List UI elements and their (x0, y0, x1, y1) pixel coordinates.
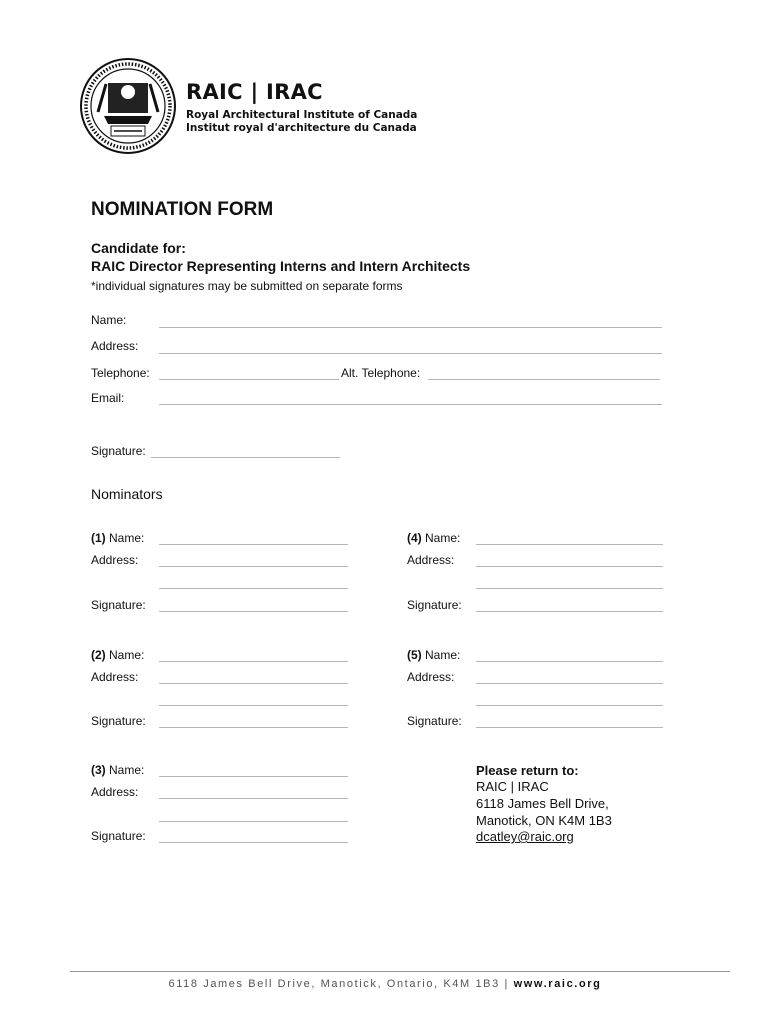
position-title: RAIC Director Representing Interns and Intern Architects (91, 258, 471, 274)
footer-divider (70, 971, 730, 972)
nominator-4-signature-label: Signature: (407, 598, 462, 612)
nominator-1-address-field-2[interactable] (159, 588, 348, 589)
nominators-heading: Nominators (91, 486, 163, 502)
nominator-number: (3) (91, 763, 106, 777)
nominator-2-name-field[interactable] (159, 661, 348, 662)
candidate-email-label: Email: (91, 391, 125, 405)
nominator-number: (4) (407, 531, 422, 545)
nominator-number: (5) (407, 648, 422, 662)
candidate-signature-field[interactable] (151, 457, 340, 458)
nominator-2-signature-field[interactable] (159, 727, 348, 728)
nominator-1-signature-label: Signature: (91, 598, 146, 612)
nominator-4-address-field[interactable] (476, 566, 663, 567)
form-title: NOMINATION FORM (91, 199, 274, 220)
nominator-2-address-field-2[interactable] (159, 705, 348, 706)
raic-seal-logo (78, 56, 178, 156)
org-name-french: Institut royal d'architecture du Canada (186, 122, 417, 134)
nominator-3-name-label: (3) Name: (91, 763, 145, 777)
nominator-3-name-field[interactable] (159, 776, 348, 777)
nominator-5-address-field-2[interactable] (476, 705, 663, 706)
nominator-2-address-label: Address: (91, 670, 139, 684)
nominator-4-address-label: Address: (407, 553, 455, 567)
nominator-1-address-label: Address: (91, 553, 139, 567)
candidate-alt-telephone-field[interactable] (428, 379, 660, 380)
nominator-2-address-field[interactable] (159, 683, 348, 684)
nominator-5-address-label: Address: (407, 670, 455, 684)
nominator-3-address-field-2[interactable] (159, 821, 348, 822)
nominator-1-address-field[interactable] (159, 566, 348, 567)
nominator-2-name-label: (2) Name: (91, 648, 145, 662)
nominator-5-address-field[interactable] (476, 683, 663, 684)
signature-note: *individual signatures may be submitted on separate forms (91, 279, 403, 293)
candidate-address-field[interactable] (159, 353, 662, 354)
return-email-link[interactable]: dcatley@raic.org (476, 829, 574, 844)
nominator-1-name-field[interactable] (159, 544, 348, 545)
nominator-4-signature-field[interactable] (476, 611, 663, 612)
nominator-number: (2) (91, 648, 106, 662)
nominator-5-signature-label: Signature: (407, 714, 462, 728)
candidate-telephone-label: Telephone: (91, 366, 150, 380)
footer (0, 978, 770, 990)
candidate-for-label: Candidate for: (91, 240, 186, 256)
org-name-english: Royal Architectural Institute of Canada (186, 109, 418, 121)
nominator-3-signature-label: Signature: (91, 829, 146, 843)
candidate-name-label: Name: (91, 313, 127, 327)
candidate-signature-label: Signature: (91, 444, 146, 458)
return-org: RAIC | IRAC (476, 779, 549, 794)
return-heading: Please return to: (476, 763, 579, 778)
return-street: 6118 James Bell Drive, (476, 796, 609, 811)
candidate-address-label: Address: (91, 339, 139, 353)
nominator-4-name-label: (4) Name: (407, 531, 461, 545)
nominator-5-name-label: (5) Name: (407, 648, 461, 662)
nominator-1-signature-field[interactable] (159, 611, 348, 612)
nominator-number: (1) (91, 531, 106, 545)
nominator-3-address-field[interactable] (159, 798, 348, 799)
nominator-5-signature-field[interactable] (476, 727, 663, 728)
nominator-3-signature-field[interactable] (159, 842, 348, 843)
nominator-3-address-label: Address: (91, 785, 139, 799)
nominator-2-signature-label: Signature: (91, 714, 146, 728)
org-name: RAIC | IRAC (186, 80, 323, 104)
return-city: Manotick, ON K4M 1B3 (476, 813, 612, 828)
footer-website-link[interactable]: www.raic.org (513, 978, 602, 990)
nominator-4-name-field[interactable] (476, 544, 663, 545)
footer-address: 6118 James Bell Drive, Manotick, Ontario, K4M 1B3 | (168, 978, 514, 990)
nominator-5-name-field[interactable] (476, 661, 663, 662)
nominator-4-address-field-2[interactable] (476, 588, 663, 589)
nominator-1-name-label: (1) Name: (91, 531, 145, 545)
candidate-telephone-field[interactable] (159, 379, 339, 380)
candidate-alt-telephone-label: Alt. Telephone: (341, 366, 421, 380)
candidate-email-field[interactable] (159, 404, 662, 405)
candidate-name-field[interactable] (159, 327, 662, 328)
